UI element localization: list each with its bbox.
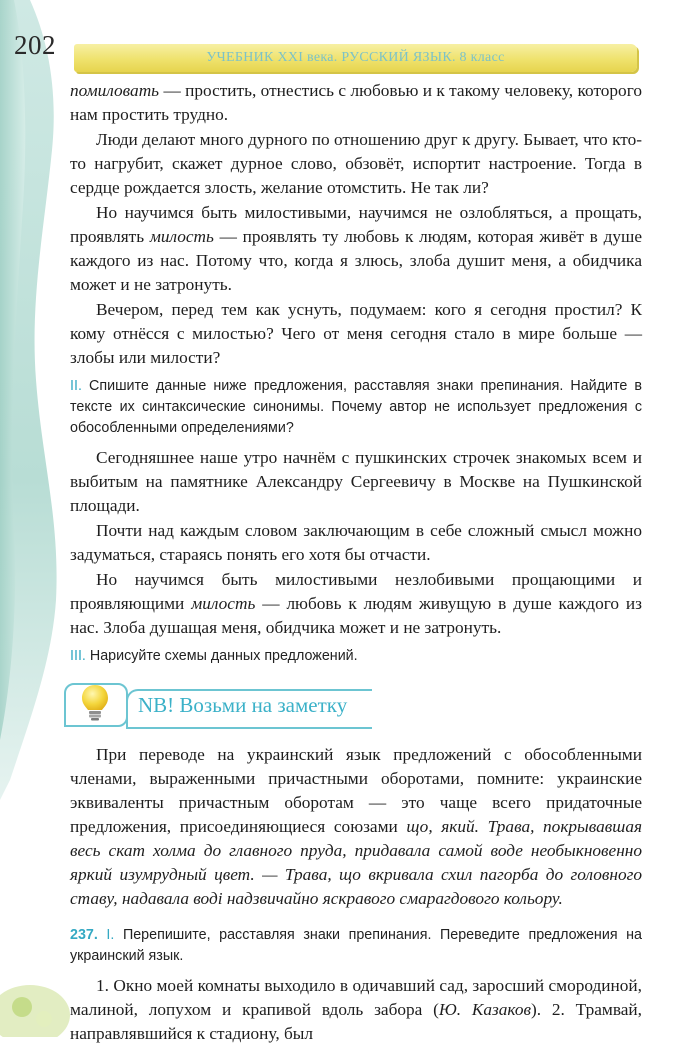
paragraph-2: Люди делают много дурного по отношению друг к другу. Бывает, что кто-то нагрубит, скажет дурное слово, обзовёт, испортит настроение. Тогда в сердце рождается злость, желание отомстить. Не так ли? — [70, 130, 642, 197]
task-2-numeral: II. — [70, 378, 82, 394]
running-header — [74, 44, 637, 72]
paragraph-7-text-b: — любовь к людям живущую в душе каждого из нас. Злоба душащая меня, обидчика может и не затронуть. — [70, 594, 643, 637]
paragraph-3 — [70, 201, 642, 297]
exercise-number: 237. — [70, 927, 98, 943]
paragraph-7-text-a: Но научимся быть милостивыми незлобивыми прощающими и проявляющими — [70, 570, 642, 613]
nb-note-header — [64, 681, 642, 737]
paragraph-3-text-a: Но научимся быть милостивыми, научимся не озлобляться, а прощать, проявлять — [70, 203, 642, 246]
page-number: 202 — [14, 30, 56, 60]
term-milost-2: милость — [191, 594, 256, 613]
paragraph-6: Почти над каждым словом заключающим в себе сложный смысл можно задуматься, стараясь понять его хотя бы отчасти. — [70, 521, 642, 564]
nb-note-text — [70, 743, 642, 911]
paragraph-5: Сегодняшнее наше утро начнём с пушкинских строчек знакомых всем и выбитым на памятнике Александру Сергеевичу в Москве на Пушкинской площади. — [70, 448, 642, 515]
task-3 — [70, 646, 642, 667]
exercise-text-b: ). 2. Трамвай, направлявшийся к стадиону, был — [70, 1000, 642, 1043]
paragraph-3-text-b: — проявлять ту любовь к людям, которая живёт в душе каждого из нас. Потому что, когда я злюсь, злоба душит меня, а обидчика может и не затронуть. — [70, 227, 642, 294]
exercise-237-text — [70, 974, 642, 1046]
term-milost: милость — [149, 227, 214, 246]
paragraph-7 — [70, 568, 642, 640]
paragraph-4: Вечером, перед тем как уснуть, подумаем: кого я сегодня простил? К кому отнёсся с милостью? Чего от меня сегодня стало в мире больше — злобы или милости? — [70, 300, 642, 367]
nb-title: NB! Возьми на заметку — [138, 693, 348, 717]
exercise-instruction-text: Перепишите, расставляя знаки препинания. Переведите предложения на украинский язык. — [70, 927, 642, 964]
task-3-text: Нарисуйте схемы данных предложений. — [85, 648, 358, 664]
definition-text: — простить, отнестись с любовью и к такому человеку, которого нам простить трудно. — [70, 81, 642, 124]
task-3-numeral: III. — [70, 648, 86, 664]
lightbulb-icon — [80, 683, 110, 726]
term-pomilovat: помиловать — [70, 81, 160, 100]
paragraph-definition — [70, 79, 642, 127]
page-content — [70, 79, 642, 1046]
header-title: УЧЕБНИК XXI века. РУССКИЙ ЯЗЫК. 8 класс — [206, 50, 505, 65]
task-2 — [70, 376, 642, 439]
exercise-237-instruction — [70, 925, 642, 967]
nb-note-example: що, який. Трава, покрывавшая весь скат холма до главного пруда, придавала самой воде необыкновенно яркий изумрудный цвет. — Трава, що вкривала схил пагорба до головного ставу, надавала воді надзвичайно яскравого смарагдового кольору. — [70, 817, 642, 908]
exercise-author: Ю. Казаков — [438, 1000, 531, 1019]
nb-note-text-a: При переводе на украинский язык предложений с обособленными членами, выраженными причастными оборотами, помните: украинские эквиваленты причастным оборотам — это чаще всего придаточные предложения, присоединяющиеся союзами — [70, 745, 642, 836]
exercise-text-a: 1. Окно моей комнаты выходило в одичавший сад, заросший смородиной, малиной, лопухом и крапивой вдоль забора ( — [70, 976, 642, 1019]
task-2-text: Спишите данные ниже предложения, расставляя знаки препинания. Найдите в тексте их синтаксические синонимы. Почему автор не использует предложения с обособленными определениями? — [70, 378, 642, 436]
exercise-numeral: I. — [97, 927, 115, 943]
